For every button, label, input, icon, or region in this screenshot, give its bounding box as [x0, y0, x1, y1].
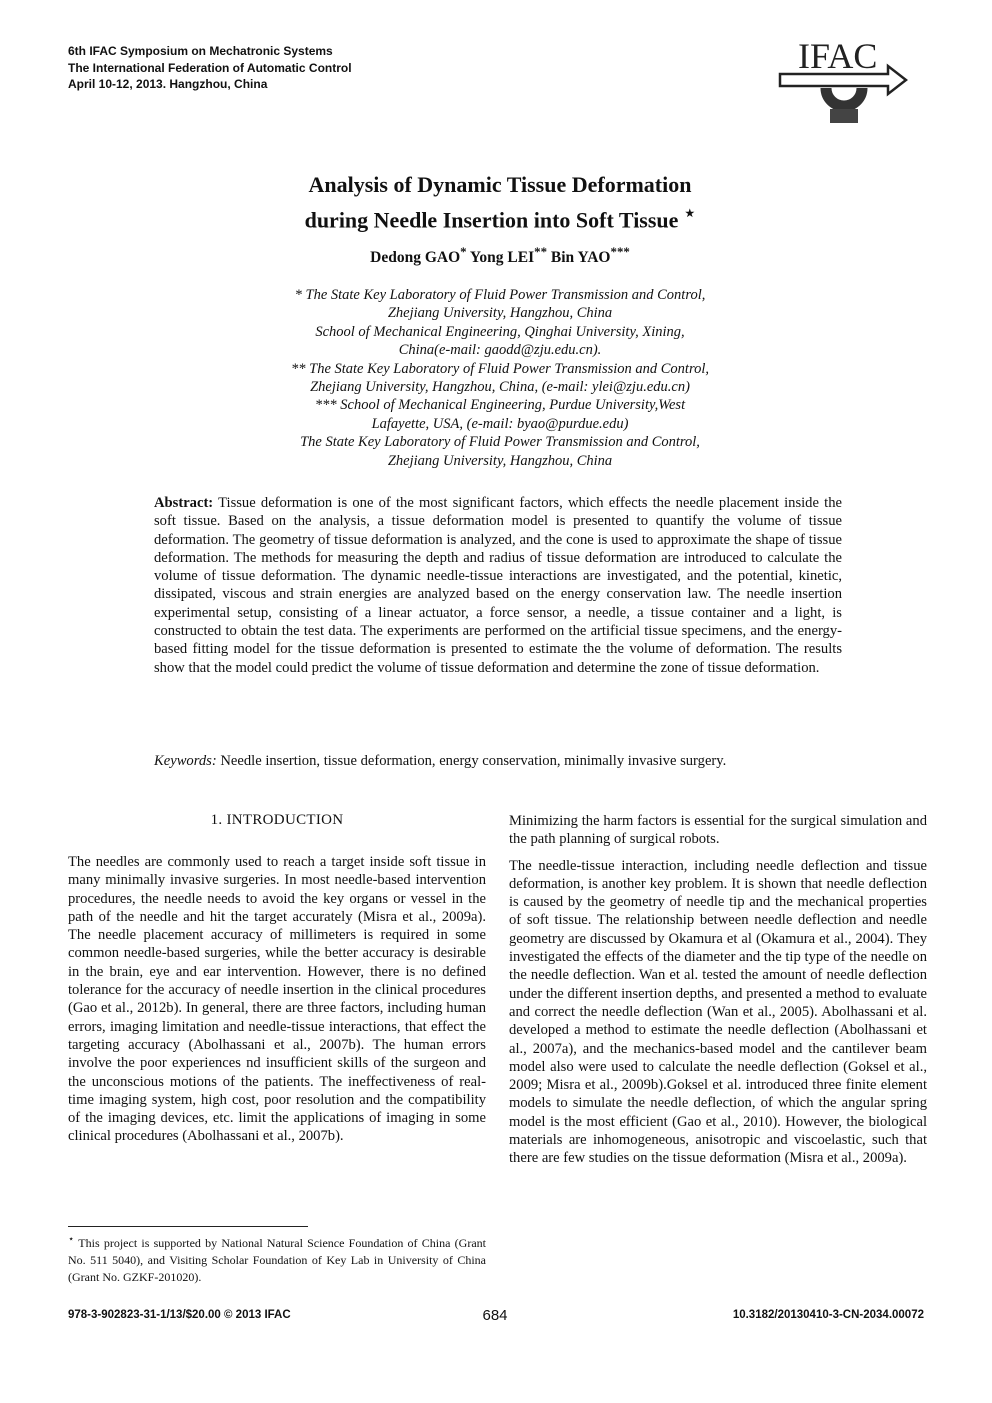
title-line-2: [150, 199, 850, 234]
author-name: Yong LEI: [469, 249, 535, 267]
logo-base: [830, 109, 858, 123]
left-column: [68, 853, 486, 1146]
conference-header: [68, 43, 352, 93]
author-name: Dedong GAO: [370, 249, 461, 267]
affiliation-line: Zhejiang University, Hangzhou, China: [387, 452, 613, 469]
keywords-text: Needle insertion, tissue deformation, energy conservation, minimally invasive surgery.: [220, 753, 727, 769]
affiliation-line: China(e-mail: gaodd@zju.edu.cn).: [398, 342, 602, 359]
abstract-label: Abstract:: [154, 495, 214, 511]
footnote-mark: ⋆: [68, 1234, 75, 1245]
logo-ring: [826, 88, 862, 106]
author-mark: **: [534, 244, 548, 259]
right-column: [509, 812, 927, 1168]
affiliations: [150, 286, 850, 470]
ifac-logo: [778, 36, 908, 128]
section-heading: 1. INTRODUCTION: [210, 812, 344, 828]
affiliation-line: *** School of Mechanical Engineering, Purdue University,West: [314, 397, 686, 414]
affiliation-line: Zhejiang University, Hangzhou, China, (e-mail: ylei@zju.edu.cn): [310, 379, 690, 396]
paper-title: [150, 170, 850, 234]
title-line-1: Analysis of Dynamic Tissue Deformation: [308, 172, 692, 197]
ifac-logo-text: IFAC: [798, 36, 878, 76]
footer-isbn: 978-3-902823-31-1/13/$20.00 © 2013 IFAC: [68, 1309, 291, 1321]
abstract: [154, 494, 842, 677]
conference-line-3: April 10-12, 2013. Hangzhou, China: [68, 77, 268, 91]
keywords: [154, 752, 842, 770]
title-line-2-text: during Needle Insertion into Soft Tissue: [304, 207, 679, 233]
affiliation-line: School of Mechanical Engineering, Qinghai University, Xining,: [315, 323, 685, 340]
affiliation-line: * The State Key Laboratory of Fluid Power Transmission and Control,: [294, 287, 706, 303]
author-mark: ***: [610, 244, 630, 259]
title-star: ⋆: [683, 203, 696, 223]
affiliation-line: Lafayette, USA, (e-mail: byao@purdue.edu): [371, 415, 629, 432]
intro-paragraph: The needles are commonly used to reach a target inside soft tissue in many minimally invasive surgeries. In most needle-based intervention procedures, the needle needs to avoid the key organs or vessel in the path of the needle and hit the target accurately (Misra et al., 2009a). The needle placement accuracy of millimeters is required in some common needle-based surgeries, while the better accuracy is desirable in the brain, eye and ear intervention. However, there is no defined tolerance for the accuracy of needle insertion in the clinical procedures (Gao et al., 2012b). In general, there are three factors, including human errors, imaging limitation and needle-tissue interactions, that effect the targeting accuracy (Abolhassani et al., 2007b). The human errors involve the poor experiences nd insufficient skills of the surgeon and the unconscious motions of the patients. The ineffectiveness of real-time imaging system, high cost, poor resolution and the compatibility of the imaging devices, etc. limit the applications of imaging in some clinical procedures (Abolhassani et al., 2007b).: [68, 854, 486, 1145]
footnote: [68, 1231, 486, 1286]
affiliation-line: ** The State Key Laboratory of Fluid Power Transmission and Control,: [291, 360, 709, 377]
footnote-divider: [68, 1226, 308, 1227]
author-list: [150, 244, 850, 267]
affiliation-line: The State Key Laboratory of Fluid Power Transmission and Control,: [300, 434, 700, 451]
author-mark: *: [460, 244, 467, 259]
keywords-label: Keywords:: [154, 753, 217, 769]
author-name: Bin YAO: [550, 249, 611, 267]
footnote-text: This project is supported by National Natural Science Foundation of China (Grant No. 511 5040), and Visiting Scholar Foundation of Key Lab in University of China (Grant No. GZKF-201020).: [68, 1236, 486, 1284]
conference-line-1: 6th IFAC Symposium on Mechatronic Systems: [68, 44, 333, 58]
footer-doi: 10.3182/20130410-3-CN-2034.00072: [732, 1309, 924, 1321]
abstract-text: Tissue deformation is one of the most significant factors, which effects the needle placement inside the soft tissue. Based on the analysis, a tissue deformation model is presented to quantify the volume of tissue deformation. The geometry of tissue deformation is analyzed, and the cone is used to approximate the shape of tissue deformation. The methods for measuring the depth and radius of tissue deformation are introduced to calculate the volume of tissue deformation. The dynamic needle-tissue interactions are investigated, and the potential, kinetic, dissipated, viscous and strain energies are analyzed based on the energy conservation law. The needle insertion experimental setup, consisting of a linear actuator, a force sensor, a needle, a tissue container and a light, is constructed to obtain the test data. The experiments are performed on the artificial tissue specimens, and the energy-based fitting model for the tissue deformation is presented to estimate the the volume of deformation. The results show that the model could predict the volume of tissue deformation and determine the zone of tissue deformation.: [154, 495, 842, 676]
right-paragraph-1: Minimizing the harm factors is essential for the surgical simulation and the path planning of surgical robots.: [509, 813, 927, 848]
right-paragraph-2: The needle-tissue interaction, including needle deflection and tissue deformation, is another key problem. It is shown that needle deflection is caused by the geometry of needle tip and the mechanical properties of soft tissue. The relationship between needle deflection and needle geometry are discussed by Okamura et al (Okamura et al., 2004). They investigated the effects of the diameter and the tip type of the needle on the needle deflection. Wan et al. tested the amount of needle deflection under the different insertion depths, and presented a method to evaluate and correct the needle deflection (Wan et al., 2005). Abolhassani et al. developed a method to estimate the needle deflection (Abolhassani et al., 2007a), and the mechanics-based model and the cantilever beam model also were used to calculate the needle deflection (Goksel et al., 2009; Misra et al., 2009b).Goksel et al. introduced three finite element models to simulate the needle deflection, of which the angular spring model is the most efficient (Gao et al., 2010). However, the biological materials are inhomogeneous, anisotropic and viscoelastic, such that there are few studies on the tissue deformation (Misra et al., 2009a).: [509, 857, 927, 1167]
page-number: 684: [482, 1307, 508, 1324]
affiliation-line: Zhejiang University, Hangzhou, China: [387, 305, 613, 322]
conference-line-2: The International Federation of Automatic Control: [68, 60, 352, 75]
